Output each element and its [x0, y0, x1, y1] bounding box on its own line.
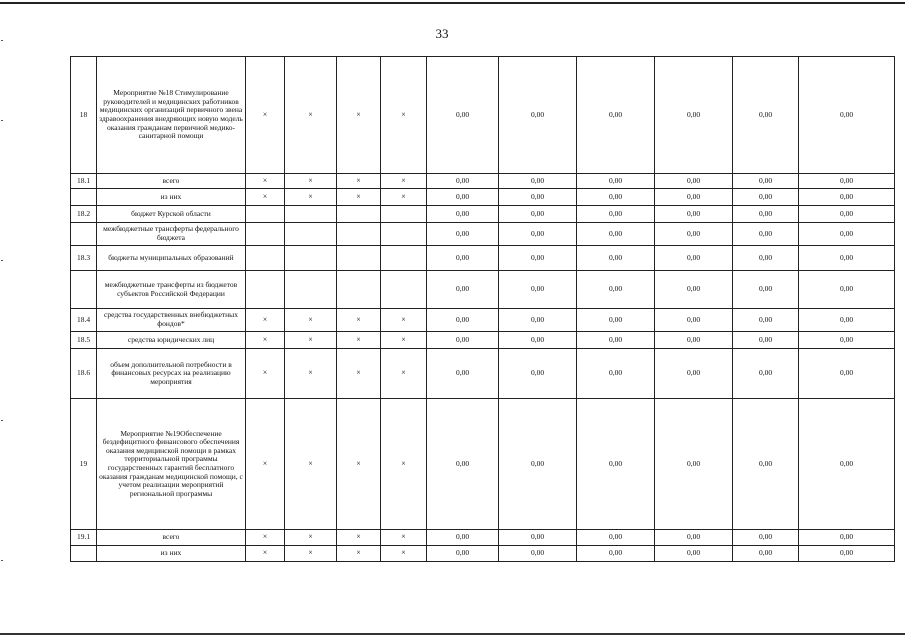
mark-cell	[381, 271, 427, 309]
value-cell: 0,00	[577, 332, 655, 349]
value-cell: 0,00	[577, 189, 655, 206]
row-number	[71, 223, 97, 246]
mark-cell: ×	[381, 309, 427, 332]
value-cell: 0,00	[499, 309, 577, 332]
value-cell: 0,00	[733, 189, 799, 206]
mark-cell: ×	[337, 189, 381, 206]
value-cell: 0,00	[499, 189, 577, 206]
value-cell: 0,00	[499, 349, 577, 399]
value-cell: 0,00	[499, 223, 577, 246]
mark-cell	[285, 223, 337, 246]
row-label: из них	[97, 189, 246, 206]
mark-cell: ×	[285, 57, 337, 174]
mark-cell	[381, 223, 427, 246]
scan-edge-mark	[1, 120, 3, 121]
scan-edge-mark	[1, 40, 3, 41]
mark-cell: ×	[285, 309, 337, 332]
mark-cell: ×	[285, 530, 337, 546]
row-label: межбюджетные трансферты из бюджетов субъектов Российской Федерации	[97, 271, 246, 309]
value-cell: 0,00	[655, 246, 733, 271]
value-cell: 0,00	[427, 189, 499, 206]
mark-cell	[337, 271, 381, 309]
row-label: из них	[97, 546, 246, 562]
value-cell: 0,00	[799, 246, 895, 271]
value-cell: 0,00	[655, 189, 733, 206]
row-number: 18	[71, 57, 97, 174]
value-cell: 0,00	[799, 399, 895, 530]
row-label: Мероприятие №18 Стимулирование руководителей и медицинских работников медицинских организаций первичного звена здравоохранения внедряющих новую модель оказания гражданам первичной медико-санитарной помощи	[97, 57, 246, 174]
value-cell: 0,00	[499, 174, 577, 189]
mark-cell: ×	[246, 530, 285, 546]
bottom-border-line	[0, 633, 905, 635]
value-cell: 0,00	[499, 271, 577, 309]
value-cell: 0,00	[799, 57, 895, 174]
row-number	[71, 271, 97, 309]
value-cell: 0,00	[799, 271, 895, 309]
mark-cell	[381, 246, 427, 271]
table-row	[71, 246, 895, 271]
value-cell: 0,00	[655, 349, 733, 399]
mark-cell: ×	[285, 399, 337, 530]
mark-cell: ×	[285, 332, 337, 349]
value-cell: 0,00	[655, 309, 733, 332]
value-cell: 0,00	[733, 546, 799, 562]
value-cell: 0,00	[655, 206, 733, 223]
value-cell: 0,00	[799, 332, 895, 349]
mark-cell: ×	[337, 530, 381, 546]
mark-cell: ×	[246, 174, 285, 189]
mark-cell: ×	[246, 332, 285, 349]
table-row	[71, 546, 895, 562]
value-cell: 0,00	[655, 174, 733, 189]
value-cell: 0,00	[499, 246, 577, 271]
row-number: 18.1	[71, 174, 97, 189]
value-cell: 0,00	[499, 399, 577, 530]
row-label: бюджет Курской области	[97, 206, 246, 223]
value-cell: 0,00	[733, 399, 799, 530]
value-cell: 0,00	[577, 309, 655, 332]
top-border-line	[0, 2, 905, 4]
mark-cell: ×	[337, 57, 381, 174]
row-number: 18.5	[71, 332, 97, 349]
value-cell: 0,00	[733, 332, 799, 349]
value-cell: 0,00	[799, 189, 895, 206]
table-row	[71, 271, 895, 309]
mark-cell: ×	[381, 349, 427, 399]
value-cell: 0,00	[577, 174, 655, 189]
mark-cell: ×	[381, 57, 427, 174]
mark-cell: ×	[246, 57, 285, 174]
mark-cell	[337, 246, 381, 271]
mark-cell: ×	[285, 546, 337, 562]
value-cell: 0,00	[577, 223, 655, 246]
mark-cell	[337, 206, 381, 223]
mark-cell: ×	[246, 546, 285, 562]
value-cell: 0,00	[655, 57, 733, 174]
row-label: всего	[97, 530, 246, 546]
row-number: 18.3	[71, 246, 97, 271]
mark-cell: ×	[285, 189, 337, 206]
value-cell: 0,00	[655, 332, 733, 349]
mark-cell: ×	[337, 546, 381, 562]
row-label: всего	[97, 174, 246, 189]
value-cell: 0,00	[655, 530, 733, 546]
row-number: 19	[71, 399, 97, 530]
value-cell: 0,00	[733, 349, 799, 399]
value-cell: 0,00	[427, 349, 499, 399]
row-number: 19.1	[71, 530, 97, 546]
mark-cell: ×	[246, 189, 285, 206]
table-row	[71, 206, 895, 223]
value-cell: 0,00	[577, 246, 655, 271]
table-row	[71, 223, 895, 246]
value-cell: 0,00	[799, 223, 895, 246]
table-row	[71, 399, 895, 530]
table-row	[71, 530, 895, 546]
scan-edge-mark	[1, 560, 3, 561]
value-cell: 0,00	[427, 546, 499, 562]
value-cell: 0,00	[733, 530, 799, 546]
value-cell: 0,00	[799, 206, 895, 223]
value-cell: 0,00	[427, 206, 499, 223]
value-cell: 0,00	[655, 399, 733, 530]
row-label: Мероприятие №19Обеспечение бездефицитного финансового обеспечения оказания медицинской помощи в рамках территориальной программы государственных гарантий бесплатного оказания гражданам медицинской помощи, с учетом реализации мероприятий региональной программы	[97, 399, 246, 530]
value-cell: 0,00	[577, 349, 655, 399]
page-number: 33	[435, 26, 449, 41]
mark-cell: ×	[246, 309, 285, 332]
value-cell: 0,00	[799, 174, 895, 189]
mark-cell	[246, 206, 285, 223]
value-cell: 0,00	[799, 530, 895, 546]
row-number	[71, 546, 97, 562]
table-row	[71, 309, 895, 332]
value-cell: 0,00	[733, 246, 799, 271]
value-cell: 0,00	[499, 530, 577, 546]
value-cell: 0,00	[577, 57, 655, 174]
mark-cell: ×	[337, 174, 381, 189]
value-cell: 0,00	[427, 57, 499, 174]
value-cell: 0,00	[577, 546, 655, 562]
mark-cell: ×	[246, 349, 285, 399]
mark-cell: ×	[381, 174, 427, 189]
mark-cell: ×	[381, 546, 427, 562]
table-row	[71, 332, 895, 349]
scan-edge-mark	[1, 260, 3, 261]
table-row	[71, 174, 895, 189]
mark-cell	[285, 271, 337, 309]
value-cell: 0,00	[733, 309, 799, 332]
row-label: межбюджетные трансферты федерального бюджета	[97, 223, 246, 246]
value-cell: 0,00	[799, 546, 895, 562]
value-cell: 0,00	[655, 223, 733, 246]
row-number	[71, 189, 97, 206]
value-cell: 0,00	[733, 271, 799, 309]
table-row	[71, 189, 895, 206]
value-cell: 0,00	[733, 57, 799, 174]
row-number: 18.4	[71, 309, 97, 332]
value-cell: 0,00	[427, 174, 499, 189]
value-cell: 0,00	[499, 57, 577, 174]
mark-cell	[285, 246, 337, 271]
mark-cell: ×	[381, 530, 427, 546]
mark-cell: ×	[381, 332, 427, 349]
row-label: бюджеты муниципальных образований	[97, 246, 246, 271]
mark-cell: ×	[285, 174, 337, 189]
value-cell: 0,00	[577, 271, 655, 309]
value-cell: 0,00	[733, 174, 799, 189]
table-row	[71, 349, 895, 399]
row-number: 18.2	[71, 206, 97, 223]
mark-cell	[246, 223, 285, 246]
value-cell: 0,00	[427, 399, 499, 530]
mark-cell: ×	[285, 349, 337, 399]
mark-cell	[285, 206, 337, 223]
table-row	[71, 57, 895, 174]
scan-edge-mark	[1, 420, 3, 421]
mark-cell: ×	[246, 399, 285, 530]
mark-cell: ×	[337, 309, 381, 332]
mark-cell	[246, 246, 285, 271]
value-cell: 0,00	[427, 332, 499, 349]
row-number: 18.6	[71, 349, 97, 399]
value-cell: 0,00	[577, 530, 655, 546]
mark-cell: ×	[337, 399, 381, 530]
financing-table	[70, 56, 895, 562]
row-label: средства государственных внебюджетных фондов*	[97, 309, 246, 332]
value-cell: 0,00	[499, 546, 577, 562]
value-cell: 0,00	[733, 223, 799, 246]
value-cell: 0,00	[427, 309, 499, 332]
mark-cell	[381, 206, 427, 223]
value-cell: 0,00	[733, 206, 799, 223]
mark-cell: ×	[381, 399, 427, 530]
value-cell: 0,00	[577, 206, 655, 223]
row-label: объем дополнительной потребности в финансовых ресурсах на реализацию мероприятия	[97, 349, 246, 399]
value-cell: 0,00	[499, 206, 577, 223]
mark-cell	[246, 271, 285, 309]
value-cell: 0,00	[655, 546, 733, 562]
value-cell: 0,00	[427, 530, 499, 546]
row-label: средства юридических лиц	[97, 332, 246, 349]
value-cell: 0,00	[499, 332, 577, 349]
mark-cell: ×	[381, 189, 427, 206]
value-cell: 0,00	[655, 271, 733, 309]
mark-cell: ×	[337, 349, 381, 399]
value-cell: 0,00	[577, 399, 655, 530]
value-cell: 0,00	[799, 349, 895, 399]
value-cell: 0,00	[427, 271, 499, 309]
value-cell: 0,00	[427, 223, 499, 246]
value-cell: 0,00	[427, 246, 499, 271]
mark-cell	[337, 223, 381, 246]
value-cell: 0,00	[799, 309, 895, 332]
mark-cell: ×	[337, 332, 381, 349]
